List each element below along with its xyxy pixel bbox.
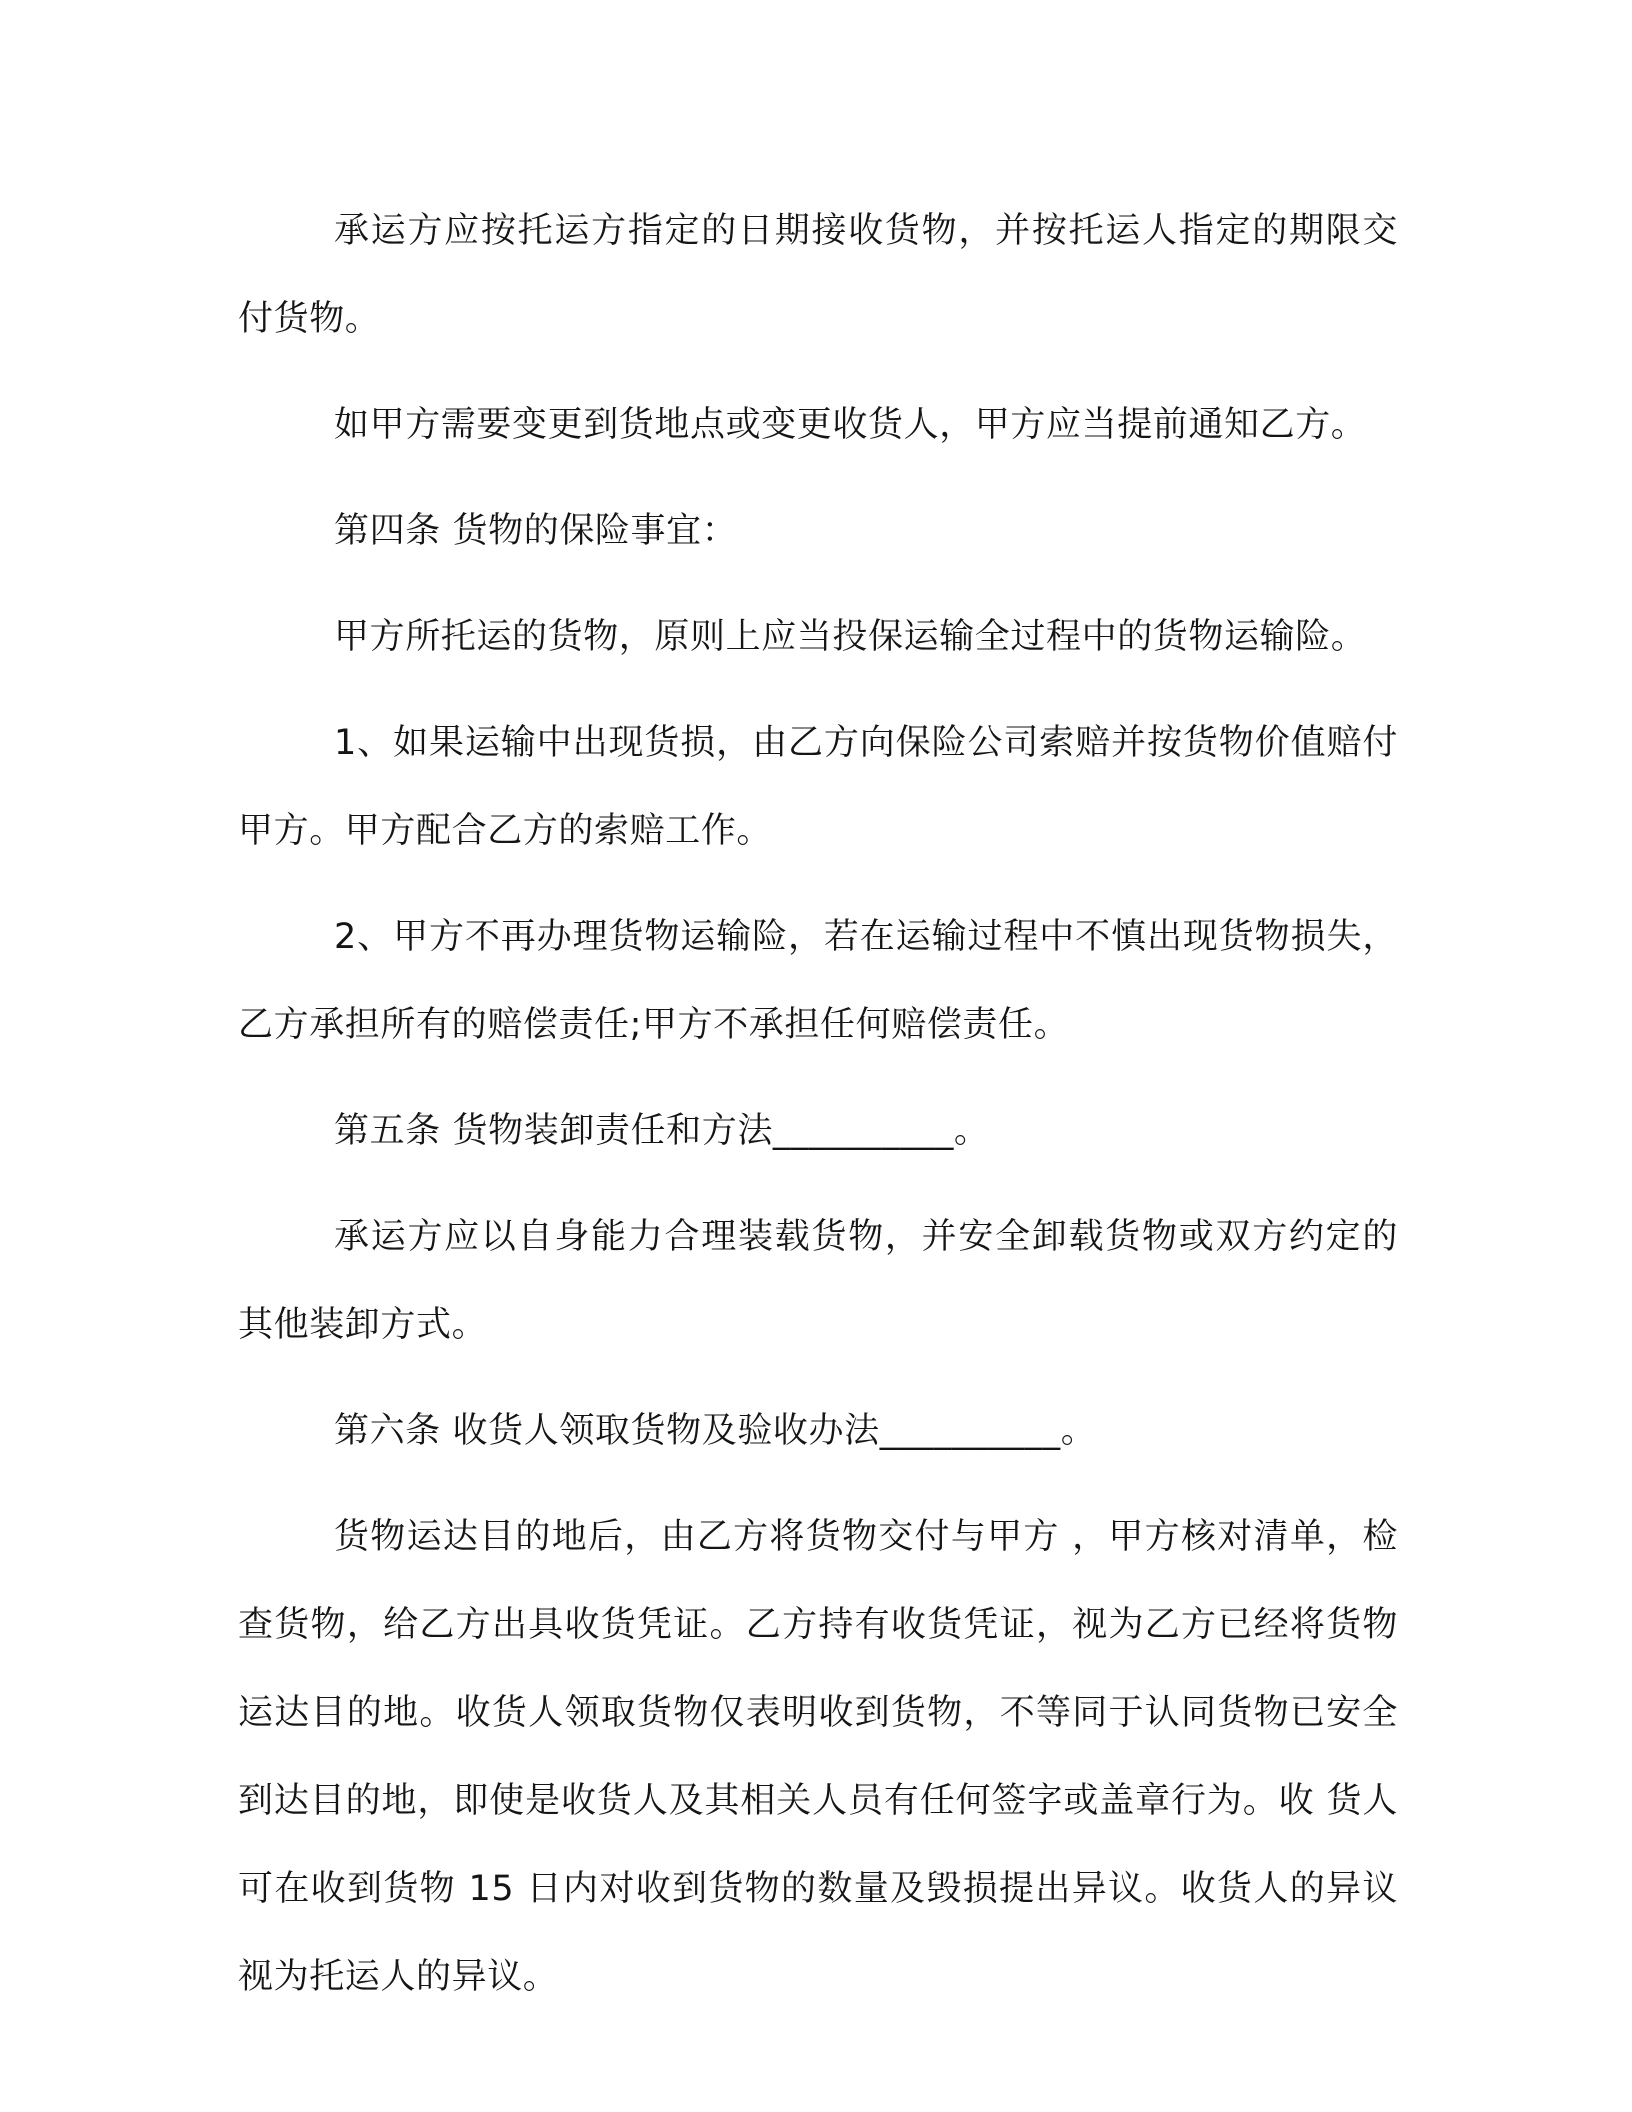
article-4-heading: 第四条 货物的保险事宜： [334, 511, 738, 551]
paragraph-loading: 承运方应以自身能力合理装载货物，并安全卸载货物或双方约定的其他装卸方式。 [238, 1217, 1398, 1345]
paragraph-acceptance: 货物运达目的地后，由乙方将货物交付与甲方 ，甲方核对清单，检查货物，给乙方出具收货凭证。乙方持有收货凭证，视为乙方已经将货物运达目的地。收货人领取货物仅表明收到货物，不等同于认同货物已安全到达目的地，即使是收货人及其相关人员有任何签字或盖章行为。收 货人可在收到货物 15 日内对收到货物的数量及毁损提出异议。收货人的异议视为托运人的异议。 [238, 1517, 1398, 1997]
article-5-heading: 第五条 货物装卸责任和方法__________。 [334, 1111, 990, 1151]
paragraph-delivery-schedule: 承运方应按托运方指定的日期接收货物，并按托运人指定的期限交付货物。 [238, 211, 1398, 339]
article-6-heading: 第六条 收货人领取货物及验收办法__________。 [334, 1411, 1097, 1451]
clause-insurance-2: 2、甲方不再办理货物运输险，若在运输过程中不慎出现货物损失，乙方承担所有的赔偿责任;甲方不承担任何赔偿责任。 [238, 917, 1398, 1045]
clause-insurance-1: 1、如果运输中出现货损，由乙方向保险公司索赔并按货物价值赔付甲方。甲方配合乙方的索赔工作。 [238, 723, 1398, 851]
document-body [238, 187, 1398, 2021]
paragraph-change-destination: 如甲方需要变更到货地点或变更收货人，甲方应当提前通知乙方。 [334, 405, 1367, 445]
paragraph-insurance-principle: 甲方所托运的货物，原则上应当投保运输全过程中的货物运输险。 [334, 617, 1367, 657]
